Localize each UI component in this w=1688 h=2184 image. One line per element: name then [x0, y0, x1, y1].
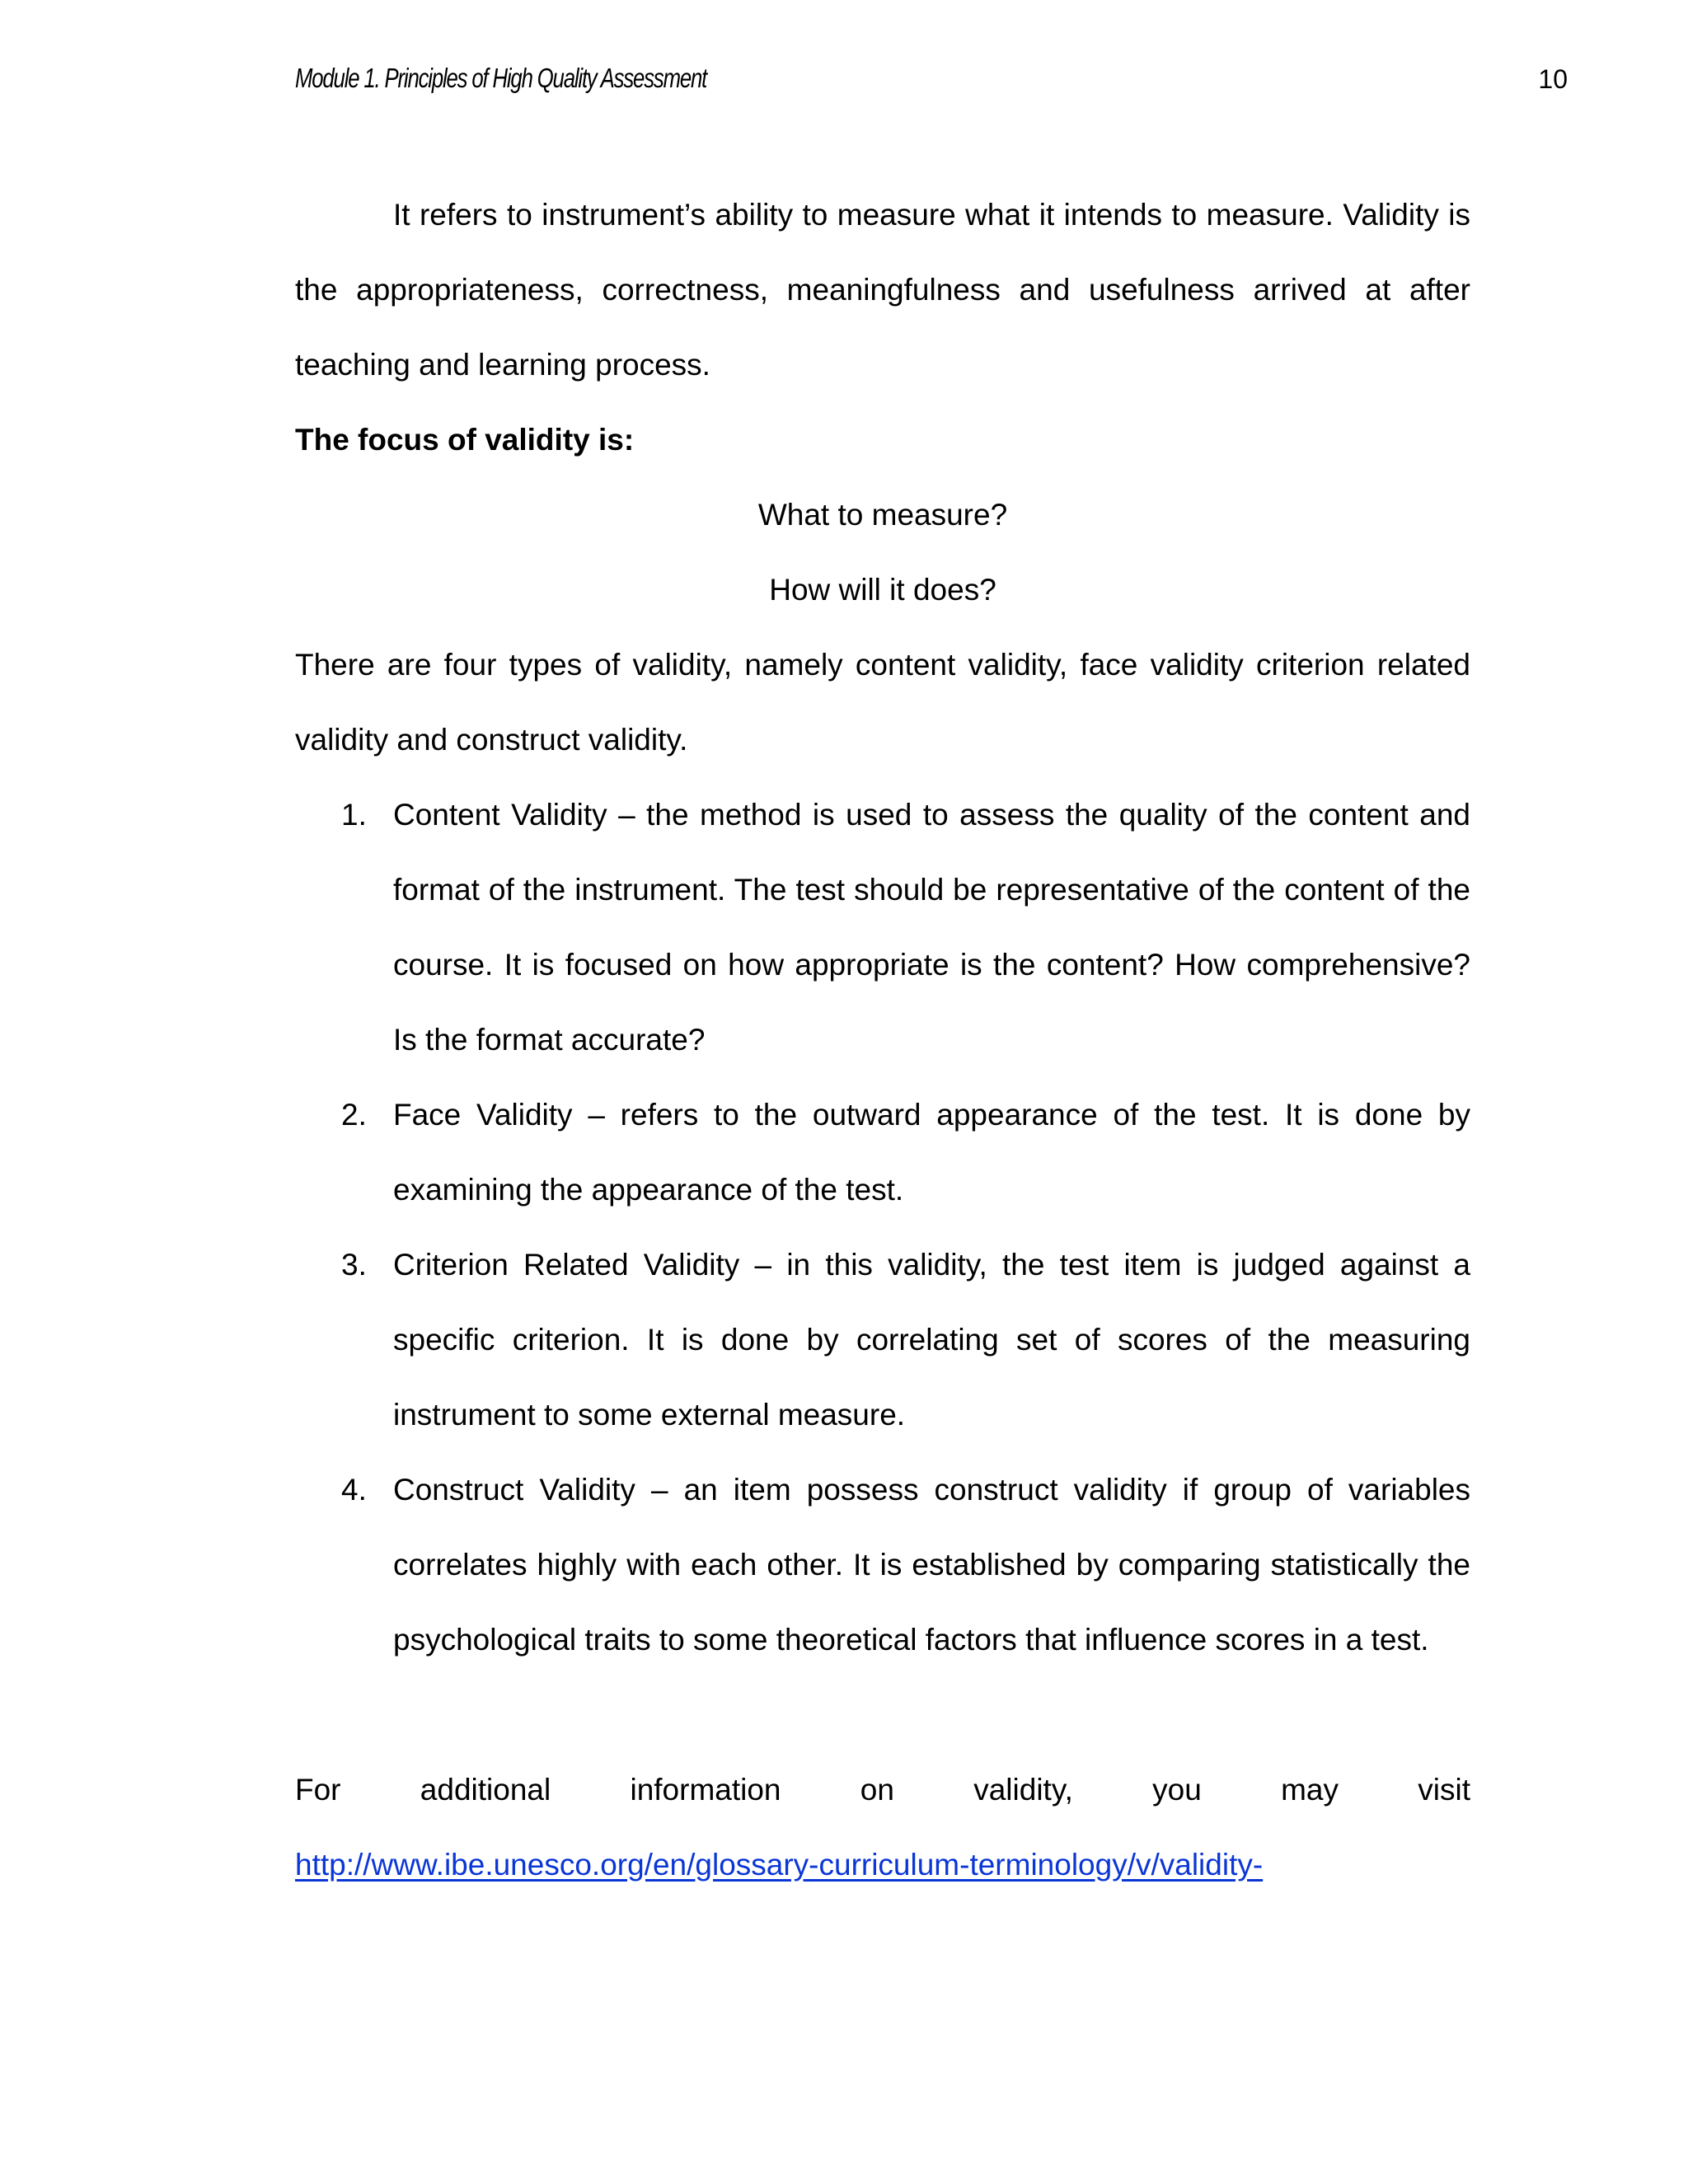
focus-question-2: How will it does? [769, 573, 996, 607]
list-item-text: Criterion Related Validity – in this validity, the test item is judged against a specific criterion. It is done by correlating set of scores of the measuring instrument to some external measure. [393, 1248, 1470, 1432]
list-item-text: Face Validity – refers to the outward appearance of the test. It is done by examining the appearance of the test. [393, 1098, 1470, 1207]
list-item-number: 3. [341, 1248, 367, 1282]
list-item-number: 2. [341, 1098, 367, 1132]
intro-paragraph: It refers to instrument’s ability to measure what it intends to measure. Validity is the appropriateness, correctness, meaningfulness and usefulness arrived at after teaching and learning process. [295, 198, 1470, 382]
focus-heading: The focus of validity is: [295, 423, 635, 457]
focus-question-1: What to measure? [757, 498, 1008, 532]
list-item-text: Content Validity – the method is used to assess the quality of the content and format of the instrument. The test should be representative of the content of the course. It is focused on how appropriate is the content? How comprehensive? Is the format accurate? [393, 798, 1470, 1057]
page-number: 10 [1538, 64, 1568, 94]
validity-link[interactable]: http://www.ibe.unesco.org/en/glossary-curriculum-terminology/v/validity- [295, 1848, 1264, 1882]
list-item [295, 1227, 1470, 1452]
additional-info: For additional information on validity, you may visit [295, 1773, 1470, 1807]
list-item-number: 4. [341, 1473, 367, 1507]
list-item [295, 1452, 1470, 1677]
list-item [295, 1077, 1470, 1227]
list-item [295, 777, 1470, 1077]
list-item-text: Construct Validity – an item possess construct validity if group of variables correlates highly with each other. It is established by comparing statistically the psychological traits to some theoretical factors that influence scores in a test. [393, 1473, 1470, 1657]
types-paragraph: There are four types of validity, namely content validity, face validity criterion related validity and construct validity. [295, 648, 1470, 757]
header-title: Module 1. Principles of High Quality Assessment [295, 63, 707, 93]
validity-types-list [295, 777, 1470, 1677]
list-item-number: 1. [341, 798, 367, 832]
